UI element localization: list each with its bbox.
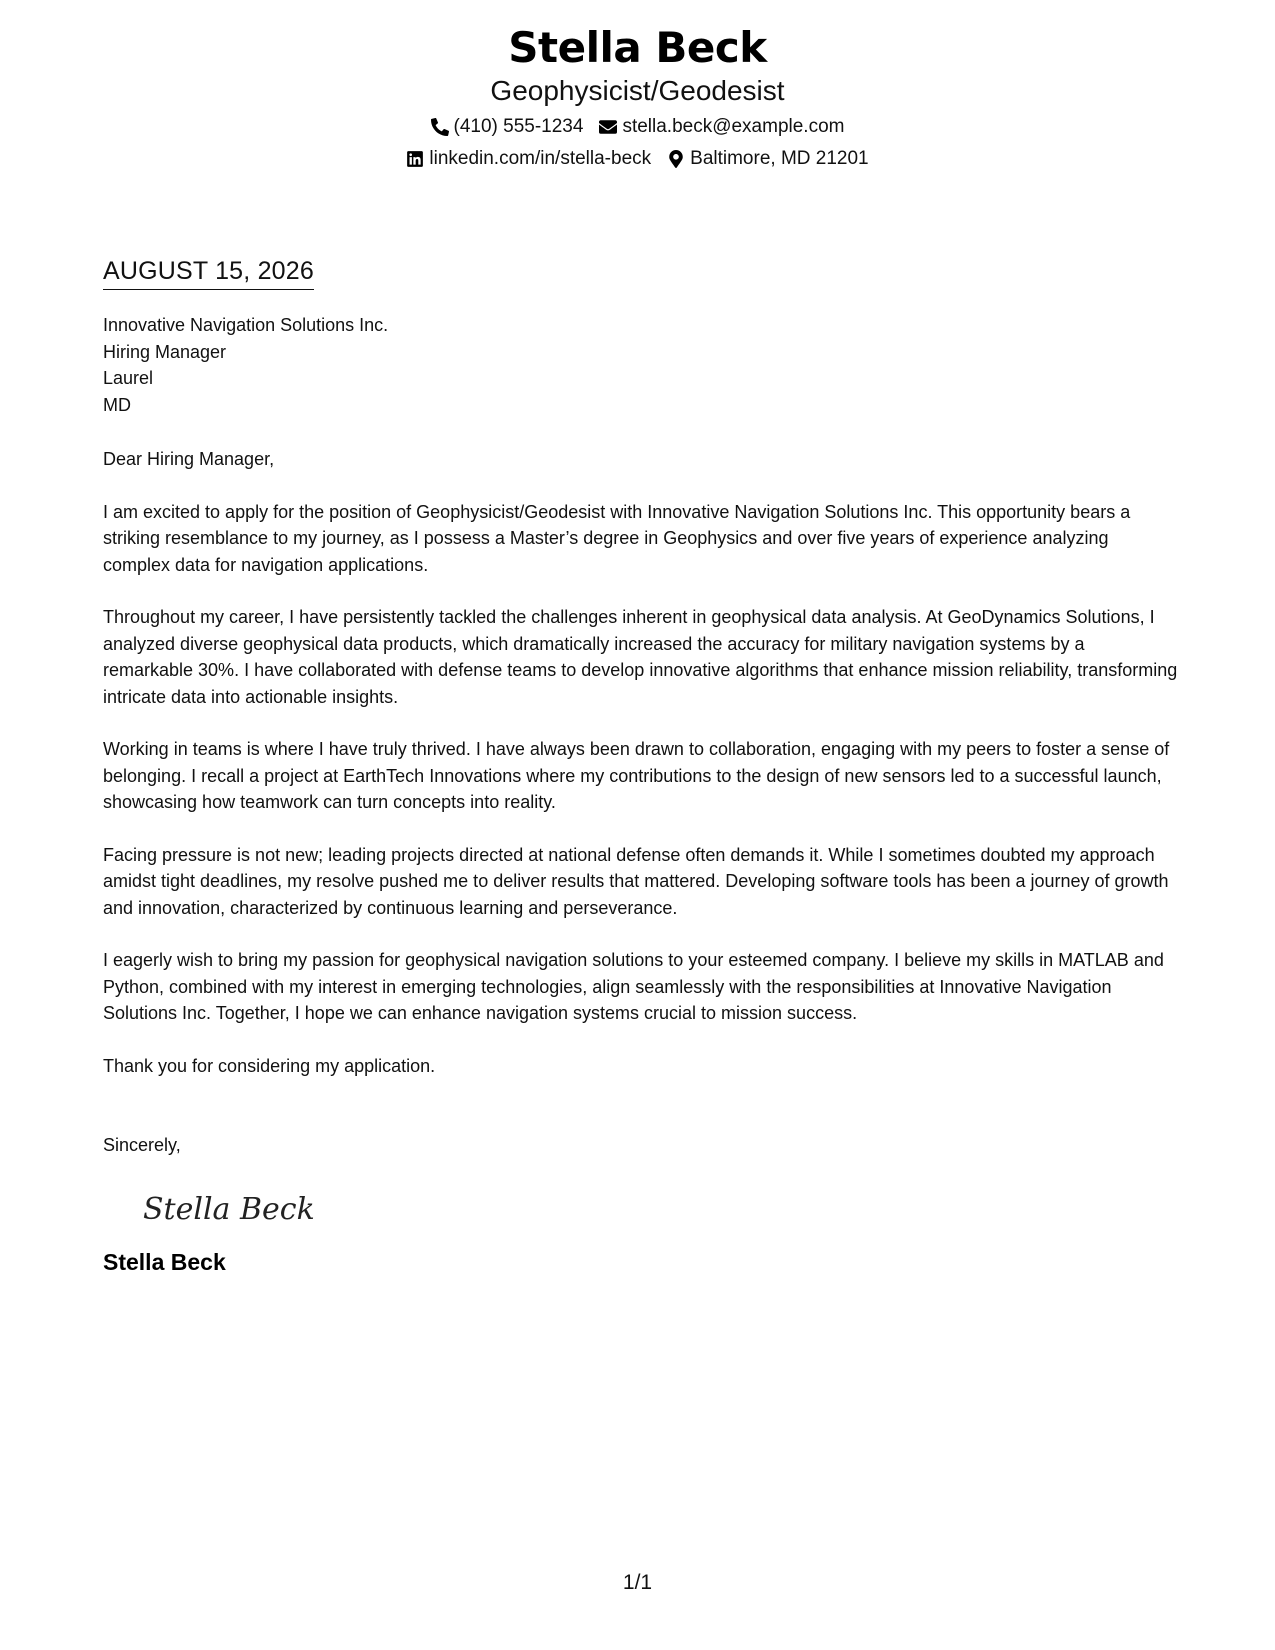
- contact-email: [599, 114, 844, 140]
- letter-body: [103, 255, 1178, 1277]
- contact-location: [667, 146, 868, 172]
- body-paragraph: I eagerly wish to bring my passion for geophysical navigation solutions to your esteemed company. I believe my skills in MATLAB and Python, combined with my interest in emerging technologies, align seamlessly with the responsibilities at Innovative Navigation Solutions Inc. Together, I hope we can enhance navigation systems crucial to mission success.: [103, 950, 1164, 1023]
- signature-icon: [141, 1183, 331, 1233]
- closing-line: Sincerely,: [103, 1135, 181, 1155]
- contact-row-primary: [0, 114, 1275, 140]
- signature-text: Stella Beck: [143, 1191, 315, 1227]
- letter-date: AUGUST 15, 2026: [103, 255, 314, 290]
- page-number: 1/1: [622, 1571, 653, 1594]
- contact-linkedin: [406, 146, 651, 172]
- contact-row-secondary: [0, 146, 1275, 172]
- phone-icon: [431, 118, 449, 136]
- linkedin-text: linkedin.com/in/stella-beck: [429, 148, 652, 169]
- envelope-icon: [599, 118, 617, 136]
- recipient-role: Hiring Manager: [103, 341, 227, 362]
- linkedin-icon: [406, 150, 424, 168]
- email-text: stella.beck@example.com: [622, 116, 845, 137]
- recipient-state: MD: [103, 394, 131, 415]
- applicant-name: Stella Beck: [508, 23, 767, 72]
- thanks-line: Thank you for considering my application.: [103, 1055, 436, 1076]
- signature-image: [141, 1183, 331, 1233]
- body-paragraph: Facing pressure is not new; leading projects directed at national defense often demands it. While I sometimes doubted my approach amidst tight deadlines, my resolve pushed me to deliver results that mattered. Developing software tools has been a journey of growth and innovation, characterized by continuous learning and perseverance.: [103, 844, 1169, 918]
- map-marker-icon: [667, 150, 685, 168]
- letter-header: [0, 22, 1275, 172]
- body-paragraph: I am excited to apply for the position of Geophysicist/Geodesist with Innovative Navigation Solutions Inc. This opportunity bears a striking resemblance to my journey, as I possess a Master’s degree in Geophysics and over five years of experience analyzing complex data for navigation applications.: [103, 501, 1131, 575]
- salutation: Dear Hiring Manager,: [103, 449, 275, 469]
- recipient-company: Innovative Navigation Solutions Inc.: [103, 315, 389, 335]
- phone-text: (410) 555-1234: [453, 116, 584, 137]
- body-paragraph: Working in teams is where I have truly thrived. I have always been drawn to collaboration, engaging with my peers to foster a sense of belonging. I recall a project at EarthTech Innovations where my contributions to the design of new sensors led to a successful launch, showcasing how teamwork can turn concepts into reality.: [103, 739, 1170, 812]
- contact-phone: [431, 114, 584, 140]
- recipient-block: [103, 312, 1178, 418]
- signer-name: Stella Beck: [103, 1248, 226, 1275]
- location-text: Baltimore, MD 21201: [690, 148, 869, 169]
- applicant-title: Geophysicist/Geodesist: [490, 75, 785, 106]
- recipient-city: Laurel: [103, 368, 154, 388]
- body-paragraph: Throughout my career, I have persistently tackled the challenges inherent in geophysical data analysis. At GeoDynamics Solutions, I analyzed diverse geophysical data products, which dramatically increased the accuracy for military navigation systems by a remarkable 30%. I have collaborated with defense teams to develop innovative algorithms that enhance mission reliability, transforming intricate data into actionable insights.: [103, 607, 1178, 707]
